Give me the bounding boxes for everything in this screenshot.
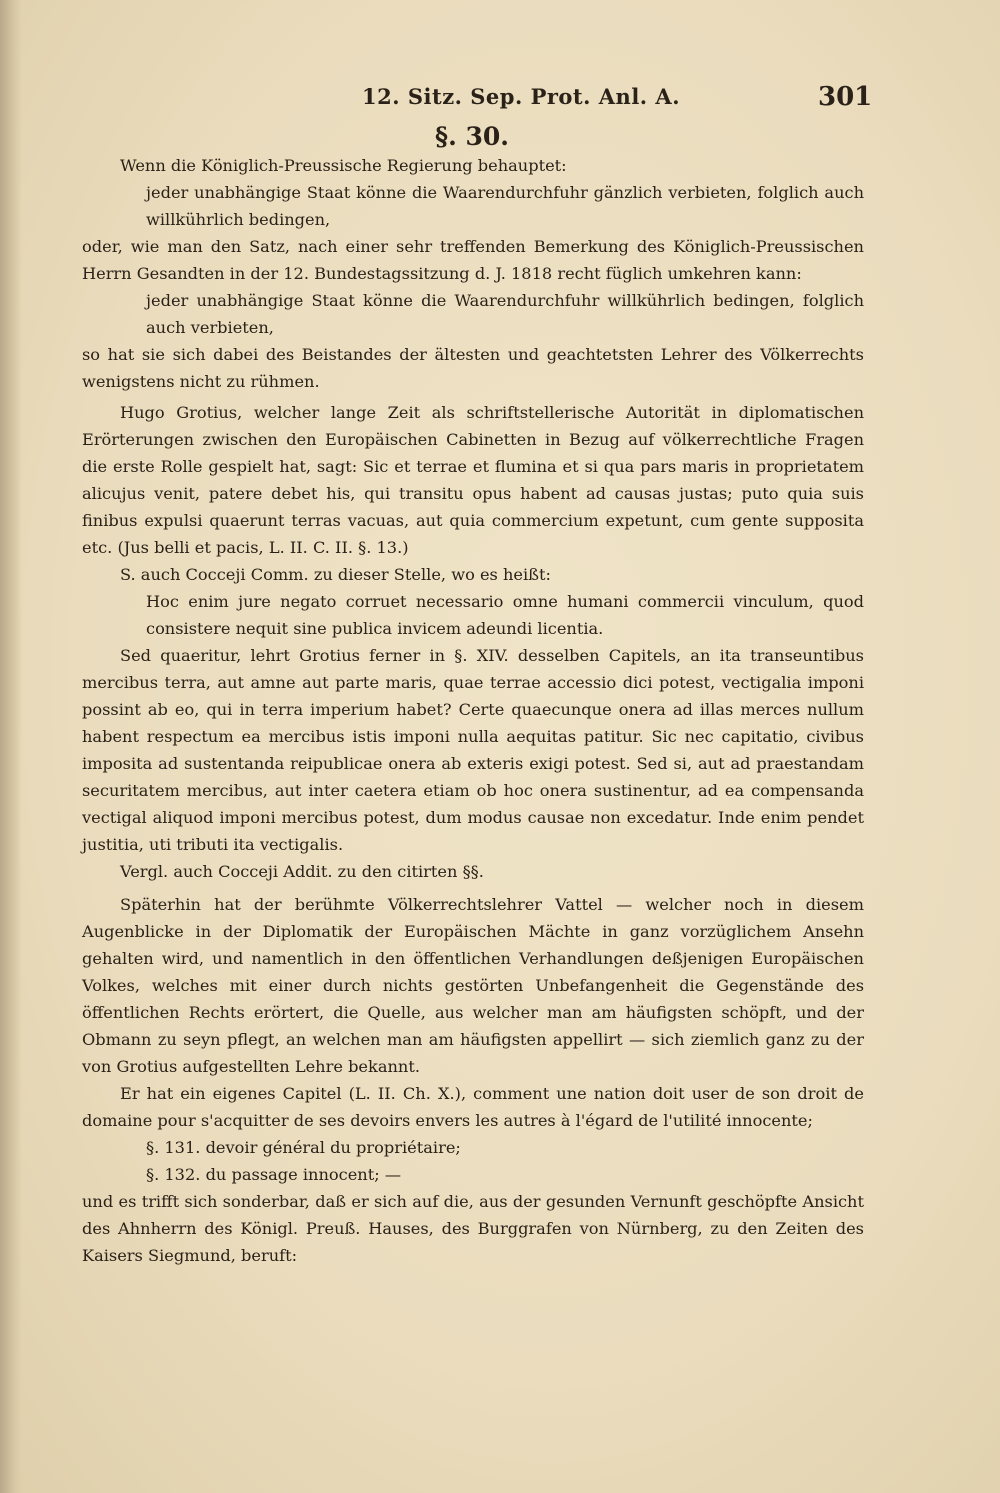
paragraph-grotius-xiv: Sed quaeritur, lehrt Grotius ferner in §. XIV. desselben Capitels, an ita transeuntibus mercibus terra, aut amne aut parte maris, quae terrae accessio dici potest, vectigalia imponi possint ab eo, qui in terra imperium habet? Certe quaecunque onera ad illas merces nullum habent respectum ea mercibus istis imponi nulla aequitas patitur. Sic nec capitatio, civibus imposita ad sustentanda reipublicae onera ab exteris exigi potest. Sed si, aut ad praestandam securitatem mercibus, aut inter caetera etiam ob hoc onera sustinentur, ad ea compensanda vectigal aliquod imponi mercibus potest, dum modus causae non excedatur. Inde enim pendet justitia, uti tributi ita vectigalis. <box>82 646 864 854</box>
paragraph-3: so hat sie sich dabei des Beistandes der ältesten und geachtetsten Lehrer des Völkerrechts wenigstens nicht zu rühmen. <box>82 345 864 391</box>
paragraph-final: und es trifft sich sonderbar, daß er sich auf die, aus der gesunden Vernunft geschöpfte Ansicht des Ahnherrn des Königl. Preuß. Hauses, des Burggrafen von Nürnberg, zu den Zeiten des Kaisers Siegmund, beruft: <box>82 1192 864 1265</box>
header-title: 12. Sitz. Sep. Prot. Anl. A. <box>362 84 681 109</box>
item-132: §. 132. du passage innocent; — <box>146 1165 402 1184</box>
quote-2: jeder unabhängige Staat könne die Waarendurchfuhr willkührlich bedingen, folglich auch verbieten, <box>146 291 864 337</box>
quote-cocceji: Hoc enim jure negato corruet necessario omne humani commercii vinculum, quod consistere nequit sine publica invicem adeundi licentia. <box>146 592 864 638</box>
paragraph-cocceji: S. auch Cocceji Comm. zu dieser Stelle, wo es heißt: <box>120 565 551 584</box>
page-number: 301 <box>818 82 873 112</box>
paragraph-vattel: Späterhin hat der berühmte Völkerrechtslehrer Vattel — welcher noch in diesem Augenblicke in der Diplomatik der Europäischen Mächte in ganz vorzüglichem Ansehn gehalten wird, und namentlich in den öffentlichen Verhandlungen deßjenigen Europäischen Volkes, welches mit einer durch nichts gestörten Unbefangenheit die Gegenstände des öffentlichen Rechts erörtert, die Quelle, aus welcher man am häufigsten schöpft, und der Obmann zu seyn pflegt, an welchen man am häufigsten appellirt — sich ziemlich ganz zu der von Grotius aufgestellten Lehre bekannt. <box>82 895 864 1076</box>
section-heading: §. 30. <box>435 122 509 151</box>
paragraph-vergl: Vergl. auch Cocceji Addit. zu den citirten §§. <box>120 862 484 881</box>
quote-1: jeder unabhängige Staat könne die Waarendurchfuhr gänzlich verbieten, folglich auch willkührlich bedingen, <box>146 183 864 229</box>
running-header <box>0 84 1000 116</box>
body-text <box>82 152 864 1269</box>
paragraph-capitel: Er hat ein eigenes Capitel (L. II. Ch. X.), comment une nation doit user de son droit de domaine pour s'acquitter de ses devoirs envers les autres à l'égard de l'utilité innocente; <box>82 1084 864 1130</box>
paragraph-1: Wenn die Königlich-Preussische Regierung behauptet: <box>120 156 567 175</box>
paragraph-grotius: Hugo Grotius, welcher lange Zeit als schriftstellerische Autorität in diplomatischen Erörterungen zwischen den Europäischen Cabinetten in Bezug auf völkerrechtliche Fragen die erste Rolle gespielt hat, sagt: Sic et terrae et flumina et si qua pars maris in proprietatem alicujus venit, patere debet his, qui transitu opus habent ad causas justas; puto quia suis finibus expulsi quaerunt terras vacuas, aut quia commercium expetunt, cum gente supposita etc. (Jus belli et pacis, L. II. C. II. §. 13.) <box>82 403 864 557</box>
item-131: §. 131. devoir général du propriétaire; <box>146 1138 461 1157</box>
page-binding-shadow <box>0 0 22 1493</box>
paragraph-2: oder, wie man den Satz, nach einer sehr treffenden Bemerkung des Königlich-Preussischen Herrn Gesandten in der 12. Bundestagssitzung d. J. 1818 recht füglich umkehren kann: <box>82 237 864 283</box>
